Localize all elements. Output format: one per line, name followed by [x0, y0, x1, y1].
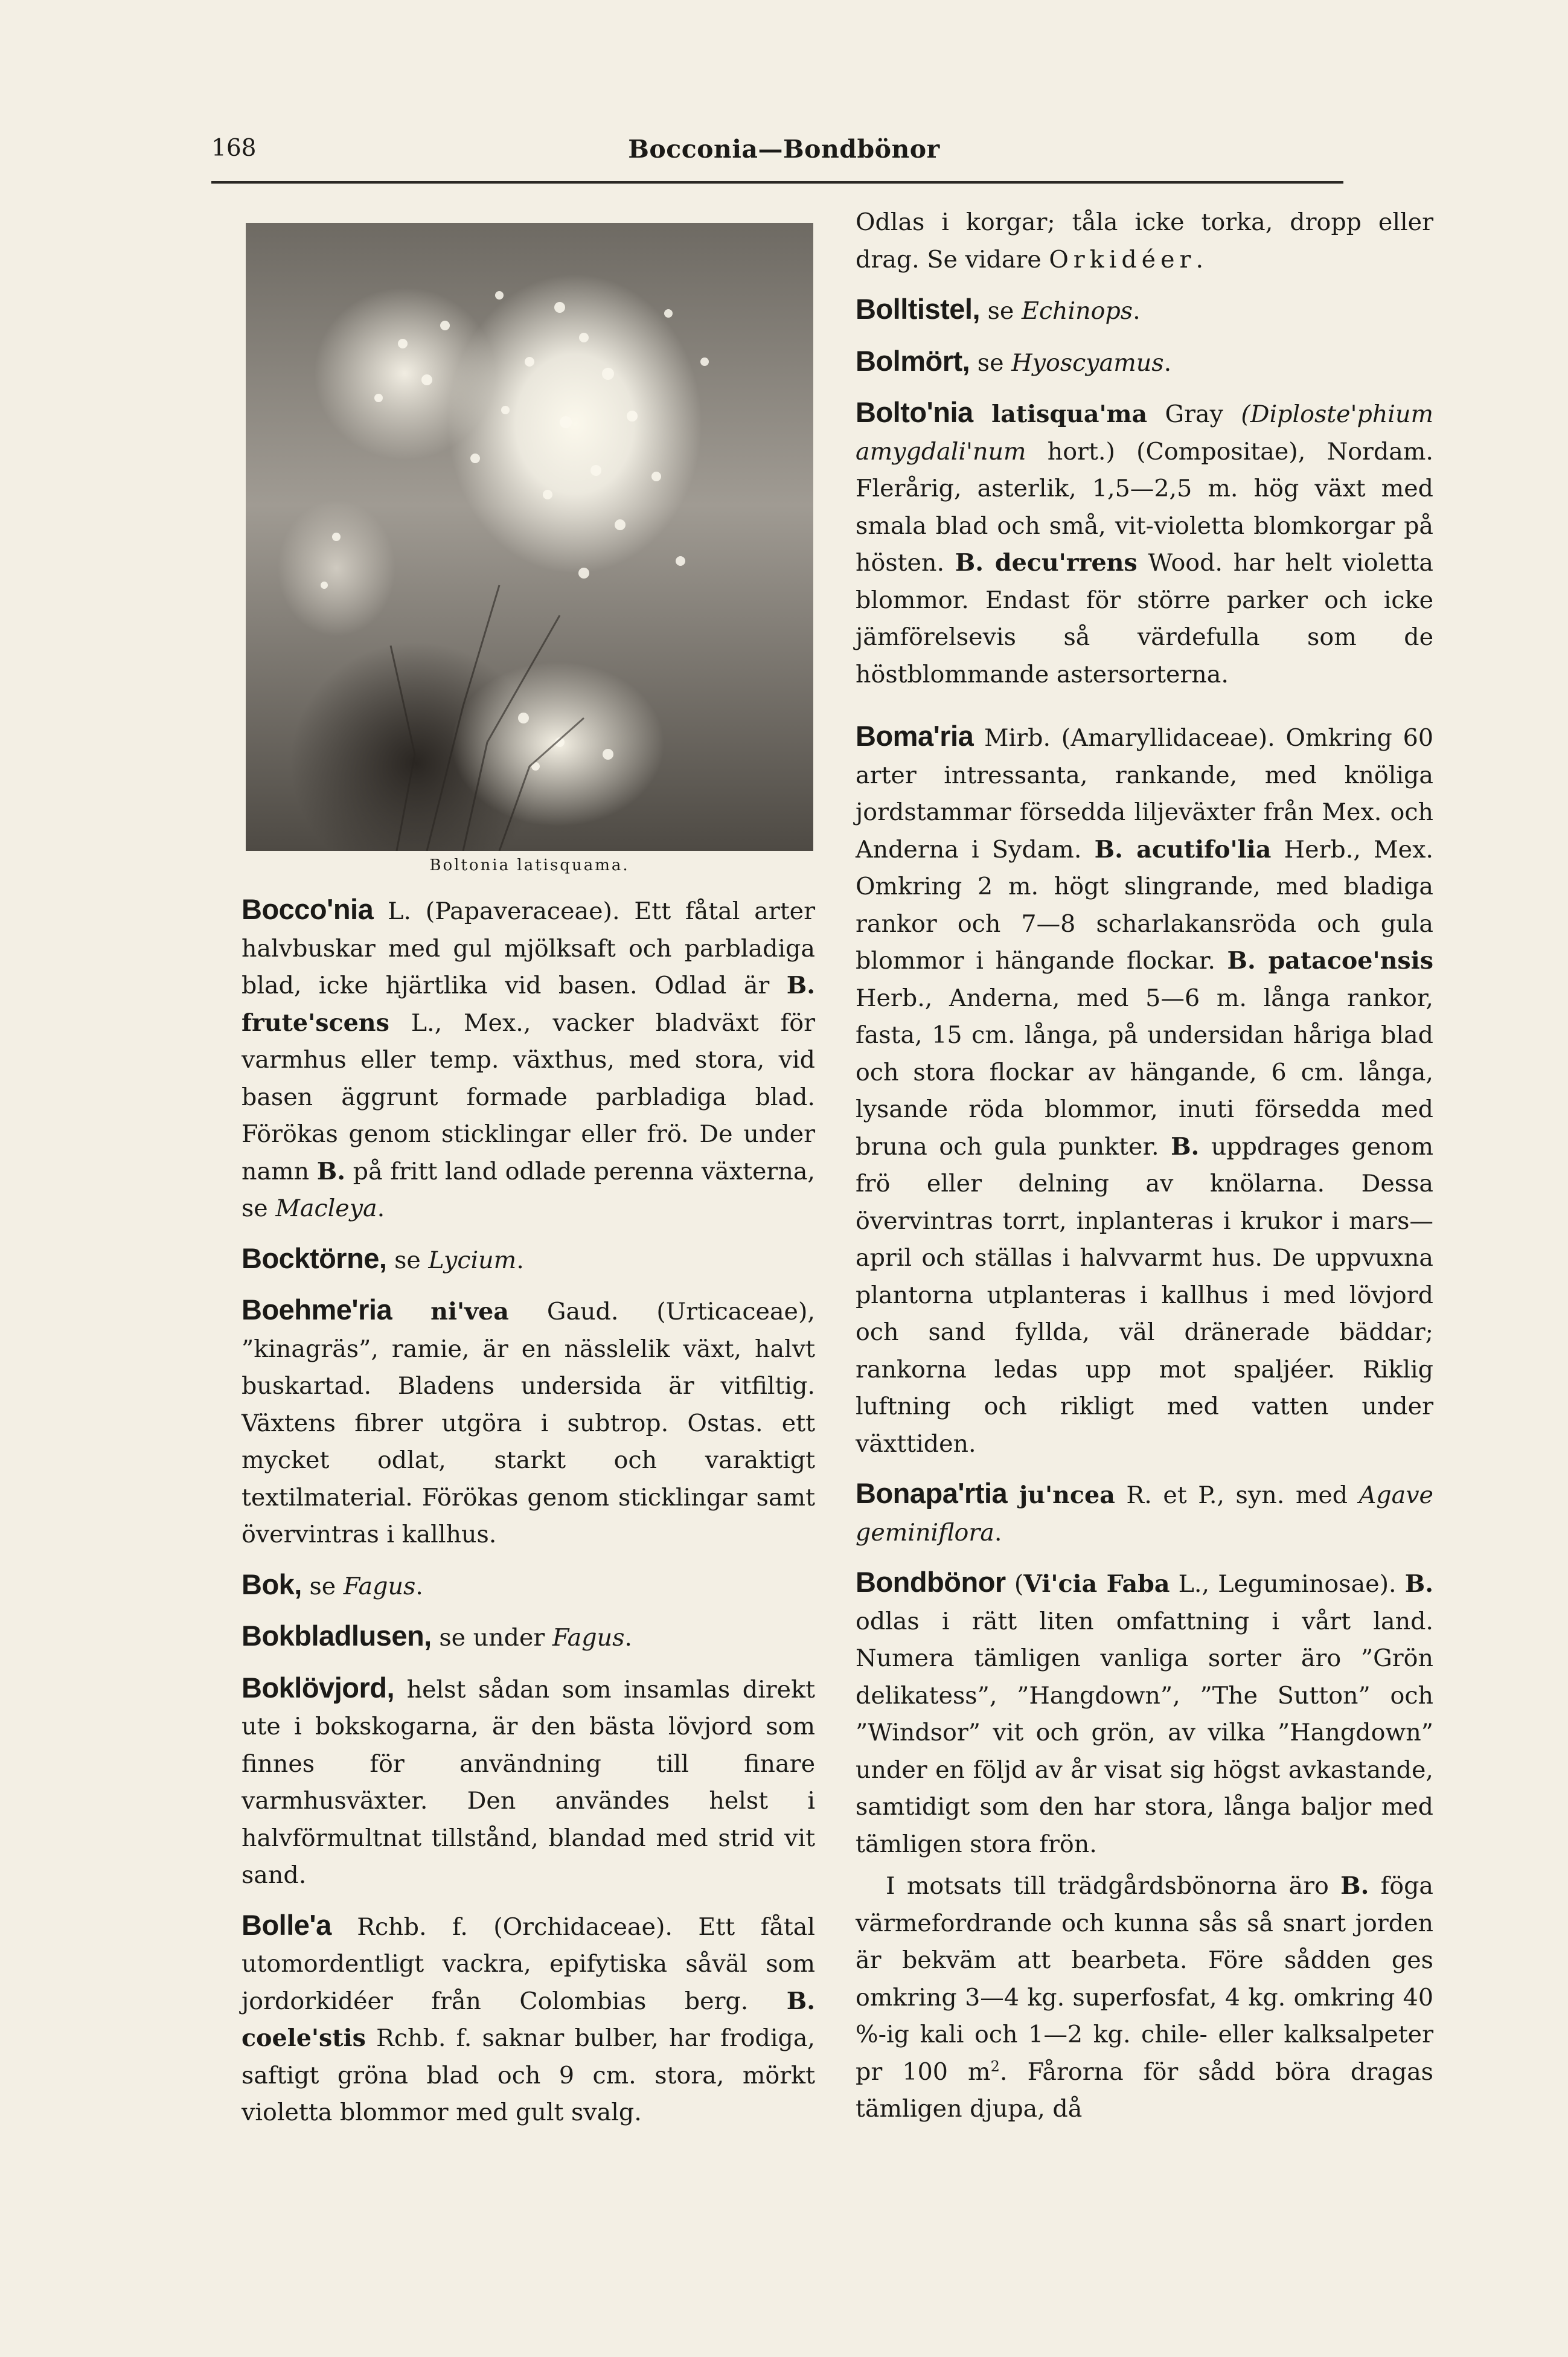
- entry-boltonia: Bolto'nia latisqua'ma Gray (Diploste'phium amygdali'num hort.) (Compositae), Nordam. Flerårig, asterlik, 1,5—2,5 m. hög växt med smala blad och små, vit-violetta blomkorgar på hösten. B. decu'rrens Wood. har helt violetta blommor. Endast för större parker och icke jämförelsevis så värdefulla som de höstblommande astersorterna.: [856, 396, 1434, 688]
- headword: Bolmört,: [856, 344, 970, 377]
- entry-bokbladlusen: Bokbladlusen, se under Fagus.: [242, 1620, 632, 1652]
- headword: Bok,: [242, 1568, 302, 1600]
- entry-bocconia: Bocco'nia L. (Papaveraceae). Ett fåtal arter halvbuskar med gul mjölksaft och parbladiga blad, icke hjärtlika vid basen. Odlad är B. frute'scens L., Mex., vacker bladväxt för varmhus eller temp. växthus, med stora, vid basen äggrunt formade parbladiga blad. Förökas genom sticklingar eller frö. De under namn B. på fritt land odlade perenna växterna, se Macleya.: [242, 893, 815, 1222]
- headword: Bokbladlusen,: [242, 1620, 432, 1652]
- flower-photo: [246, 223, 813, 851]
- entry-bolltistel: Bolltistel, se Echinops.: [856, 293, 1141, 325]
- headword: Bocktörne,: [242, 1242, 387, 1274]
- headword: Boklövjord,: [242, 1671, 395, 1704]
- entry-boklovjord: Boklövjord, helst sådan som insamlas direkt ute i bokskogarna, är den bästa lövjord som finnes för användning till finare varmhusväxter. Den användes helst i halvförmultnat tillstånd, blandad med strid vit sand.: [242, 1671, 815, 1889]
- right-column: [856, 204, 1433, 2140]
- entry-bollea: Bolle'a Rchb. f. (Orchidaceae). Ett fåtal utomordentligt vackra, epifytiska såväl som jordorkidéer från Colombias berg. B. coele'stis Rchb. f. saknar bulber, har frodiga, saftigt gröna blad och 9 cm. stora, mörkt violetta blommor med gult svalg.: [242, 1908, 815, 2126]
- entry-orchid-continuation: Odlas i korgar; tåla icke torka, dropp eller drag. Se vidare Orkidéer.: [856, 208, 1433, 274]
- entry-bolmort: Bolmört, se Hyoscyamus.: [856, 344, 1172, 377]
- entry-bonapartia: Bonapa'rtia ju'ncea R. et P., syn. med Agave geminiflora.: [856, 1477, 1433, 1547]
- entry-bok: Bok, se Fagus.: [242, 1568, 423, 1600]
- headword: Bolle'a: [242, 1908, 331, 1941]
- flower-photo-icon: [246, 223, 813, 851]
- page-number: 168: [211, 135, 257, 162]
- headword: Bondbönor: [856, 1566, 1006, 1598]
- headword: Bolltistel,: [856, 293, 981, 325]
- headword: Boma'ria: [856, 720, 974, 752]
- entry-bocktorne: Bocktörne, se Lycium.: [242, 1242, 524, 1274]
- headword: Bolto'nia: [856, 396, 973, 428]
- headword: Bonapa'rtia: [856, 1477, 1008, 1509]
- entry-bondbonor-paragraph-2: I motsats till trädgårdsbönorna äro B. föga värmefordrande och kunna sås så snart jorden är bekväm att bearbeta. Före sådden ges omkring 3—4 kg. superfosfat, 4 kg. omkring 40 %-ig kali och 1—2 kg. chile- eller kalksalpeter pr 100 $m^2$. Fårorna för sådd böra dragas tämligen djupa, då: [856, 1872, 1433, 2123]
- entry-bondbonor: Bondbönor (Vi'cia Faba L., Leguminosae). B. odlas i rätt liten omfattning i vårt land. Numera tämligen vanliga sorter äro ”Grön delikatess”, ”Hangdown”, ”The Sutton” och ”Windsor” vit och grön, av vilka ”Hangdown” under en följd av år visat sig högst avkastande, samtidigt som den har stora, långa baljor med tämligen stora frön.: [856, 1566, 1433, 1858]
- headword: Boehme'ria: [242, 1294, 392, 1326]
- entry-bomaria: Boma'ria Mirb. (Amaryllidaceae). Omkring 60 arter intressanta, rankande, med knöliga jordstammar försedda liljeväxter från Mex. och Anderna i Sydam. B. acutifo'lia Herb., Mex. Omkring 2 m. högt slingrande, med bladiga rankor och 7—8 scharlakansröda och gula blommor i hängande flockar. B. patacoe'nsis Herb., Anderna, med 5—6 m. långa rankor, fasta, 15 cm. långa, på undersidan håriga blad och stora flockar av hängande, 6 cm. långa, lysande röda blommor, inuti försedda med bruna och gula punkter. B. uppdrages genom frö eller delning av knölarna. Dessa övervintras torrt, inplanteras i krukor i mars—april och ställas i halvvarmt hus. De uppvuxna plantorna utplanteras i kallhus i med lövjord och sand fyllda, väl dränerade bäddar; rankorna ledas upp mot spaljéer. Riklig luftning och rikligt med vatten under växttiden.: [856, 720, 1433, 1458]
- left-column: [242, 891, 815, 2144]
- photo-caption: Boltonia latisquama.: [429, 856, 630, 874]
- running-head: Bocconia—Bondbönor: [628, 135, 940, 164]
- entry-boehmeria: Boehme'ria ni'vea Gaud. (Urticaceae), ”kinagräs”, ramie, är en nässlelik växt, halvt buskartad. Bladens undersida är vitfiltig. Växtens fibrer utgöra i subtrop. Ostas. ett mycket odlat, starkt och varaktigt textilmaterial. Förökas genom sticklingar samt övervintras i kallhus.: [242, 1294, 816, 1548]
- headword: Bocco'nia: [242, 893, 374, 925]
- header-rule: [211, 181, 1343, 184]
